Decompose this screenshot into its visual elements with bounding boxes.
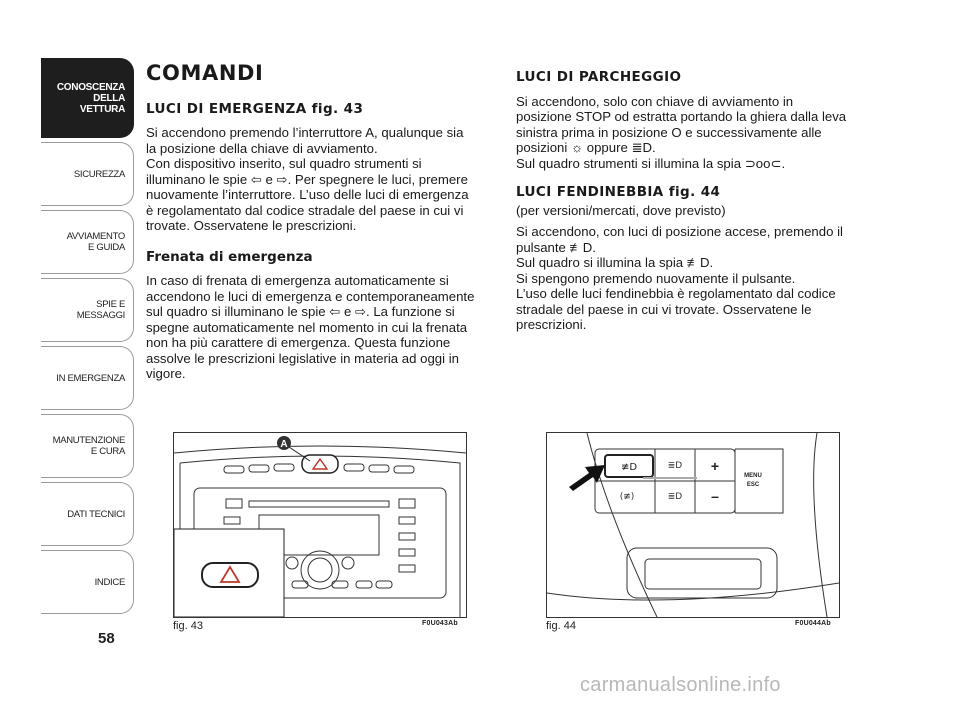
tab-in-emergenza[interactable] — [41, 346, 134, 410]
tab-label: AVVIAMENTO E GUIDA — [66, 231, 125, 253]
svg-text:≢D: ≢D — [620, 462, 638, 473]
hazard-switch — [302, 455, 338, 473]
tab-conoscenza-della-vettura[interactable] — [41, 58, 134, 138]
section-title: COMANDI — [146, 61, 264, 85]
tab-dati-tecnici[interactable] — [41, 482, 134, 546]
fog-paragraph: Sul quadro si illumina la spia ≢D. — [516, 255, 714, 270]
fog-button — [605, 455, 653, 477]
page-number: 58 — [98, 630, 115, 647]
emergency-paragraph: Si accendono premendo l’interruttore A, qualunque sia la posizione della chiave di avviamento. — [146, 125, 464, 156]
tab-label: SPIE E MESSAGGI — [76, 299, 125, 321]
menu-label: MENU — [744, 473, 762, 479]
fog-panel-illustration — [547, 433, 839, 617]
tab-avviamento-e-guida[interactable] — [41, 210, 134, 274]
watermark: carmanualsonline.info — [580, 674, 781, 696]
console-illustration — [174, 433, 466, 617]
esc-label: ESC — [746, 482, 760, 488]
tab-sicurezza[interactable] — [41, 142, 134, 206]
hazard-inset — [174, 529, 284, 617]
fog-paragraph: Si spengono premendo nuovamente il pulsante. — [516, 270, 796, 286]
fog-subtitle: (per versioni/mercati, dove previsto) — [516, 202, 726, 218]
svg-text:≣D: ≣D — [667, 461, 683, 471]
tab-label: IN EMERGENZA — [56, 372, 125, 384]
figure-43-hazard-switch — [173, 432, 467, 618]
fog-paragraph: Si accendono, con luci di posizione accese, premendo il pulsante ≢D. — [516, 224, 843, 255]
left-column — [146, 61, 496, 382]
tab-spie-e-messaggi[interactable] — [41, 278, 134, 342]
tab-label: SICUREZZA — [73, 168, 125, 180]
fog-paragraph: L’uso delle luci fendinebbia è regolamentato dal codice stradale del paese in cui vi trovate. Osservatene le prescrizioni. — [516, 286, 836, 332]
callout-a-label: A — [280, 439, 288, 450]
parking-lights-heading: LUCI DI PARCHEGGIO — [516, 69, 682, 85]
emergency-lights-heading: LUCI DI EMERGENZA fig. 43 — [146, 100, 364, 117]
svg-text:≣D: ≣D — [667, 492, 683, 502]
parking-paragraph: Sul quadro strumenti si illumina la spia ⊃oo⊂. — [516, 155, 786, 171]
emergency-braking-heading: Frenata di emergenza — [146, 248, 313, 265]
tab-label: DATI TECNICI — [67, 508, 125, 520]
chapter-sidebar — [41, 58, 134, 618]
minus-label: – — [711, 488, 719, 504]
parking-paragraph: Si accendono, solo con chiave di avviamento in posizione STOP od estratta portando la ghiera dalla leva sinistra prima in posizione O e successivamente alle posizioni ☼ oppure ≣D. — [516, 93, 847, 155]
figure-44-code: F0U044Ab — [795, 620, 831, 627]
figure-43-caption: fig. 43 — [173, 620, 203, 632]
tab-label: INDICE — [94, 576, 125, 588]
plus-label: + — [710, 458, 720, 474]
figure-44-caption: fig. 44 — [546, 620, 576, 632]
right-column — [516, 70, 886, 333]
callout-a — [277, 436, 291, 450]
figure-44-fog-switch — [546, 432, 840, 618]
fog-lights-heading: LUCI FENDINEBBIA fig. 44 — [516, 184, 721, 200]
tab-label: CONOSCENZA DELLA VETTURA — [56, 81, 125, 115]
tab-label: MANUTENZIONE E CURA — [52, 435, 125, 457]
figure-43-code: F0U043Ab — [422, 620, 458, 627]
svg-text:(≢): (≢) — [619, 492, 635, 502]
emergency-braking-paragraph: In caso di frenata di emergenza automaticamente si accendono le luci di emergenza e contemporaneamente sul quadro si illuminano le spie ⇦ e ⇨. La funzione si spegne automaticamente nel momento in cui la frenata non ha più carattere di emergenza. Questa funzione assolve le prescrizioni legislative in materia ad oggi in vigore. — [146, 273, 475, 381]
tab-manutenzione-e-cura[interactable] — [41, 414, 134, 478]
emergency-paragraph: Con dispositivo inserito, sul quadro strumenti si illuminano le spie ⇦ e ⇨. Per spegnere le luci, premere nuovamente l’interruttore. L’uso delle luci di emergenza è regolamentato dal codice stradale del paese in cui vi trovate. Osservatene le prescrizioni. — [146, 156, 469, 233]
tab-indice[interactable] — [41, 550, 134, 614]
